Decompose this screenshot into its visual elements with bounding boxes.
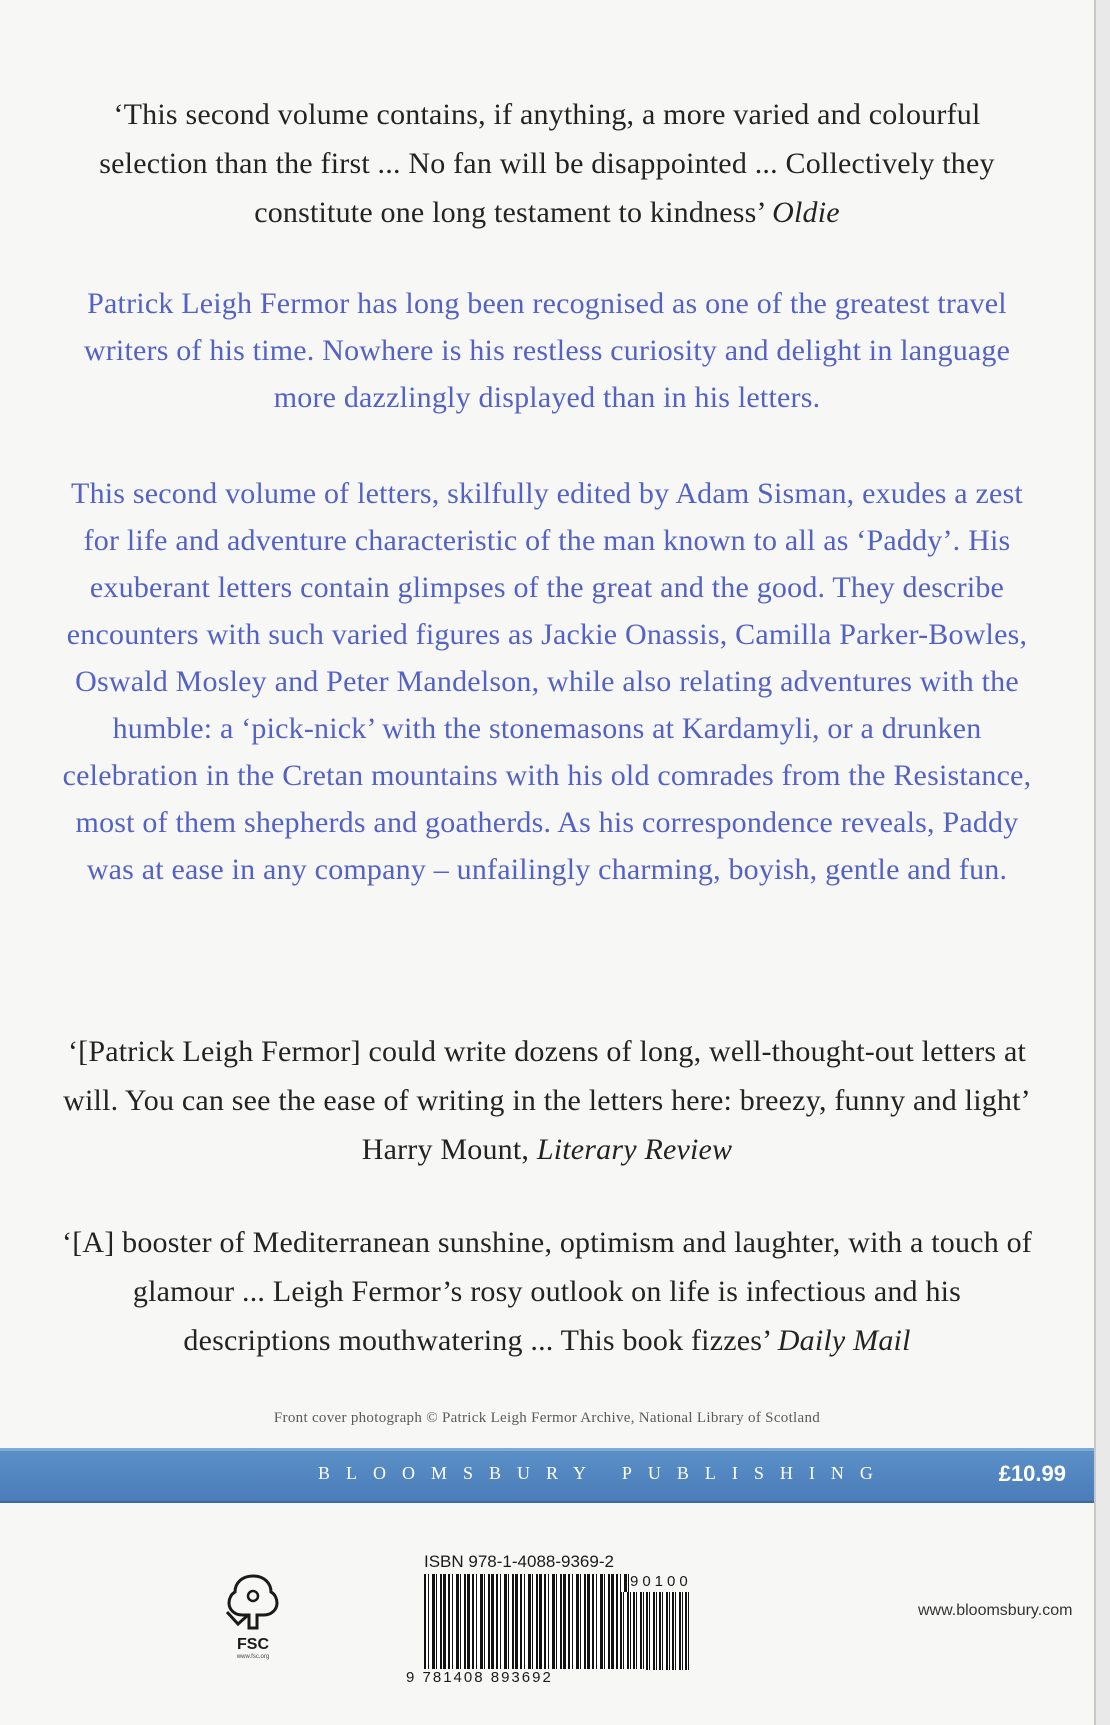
barcode-addon [620, 1592, 690, 1670]
publisher-website[interactable]: www.bloomsbury.com [918, 1602, 1073, 1619]
book-spine-edge [1094, 0, 1110, 1725]
barcode-digits: 9 781408 893692 [406, 1669, 646, 1686]
isbn-number: ISBN 978-1-4088-9369-2 [424, 1552, 614, 1571]
publisher-name: BLOOMSBURY PUBLISHING [318, 1463, 889, 1483]
fsc-tree-icon [225, 1572, 281, 1634]
quote-daily-mail-source: Daily Mail [777, 1324, 911, 1357]
fsc-url: www.fsc.org [236, 1654, 270, 1660]
quote-literary-review-author: Harry Mount, [361, 1133, 530, 1166]
barcode-addon-digits: 90100 [630, 1573, 692, 1590]
description-paragraph-1: Patrick Leigh Fermor has long been recognised as one of the greatest travel writers of his time. Nowhere is his restless curiosity and delight in language more dazzlingly displayed than in his letters. [83, 287, 1011, 414]
fsc-label: FSC [237, 1636, 269, 1653]
cover-photo-credit: Front cover photograph © Patrick Leigh Fermor Archive, National Library of Scotland [273, 1410, 821, 1426]
quote-daily-mail-text: ‘[A] booster of Mediterranean sunshine, optimism and laughter, with a touch of glamour ... Leigh Fermor’s rosy outlook on life is infectious and his descriptions mouthwatering ... This book fizzes’ [62, 1226, 1032, 1357]
quote-oldie [60, 90, 1034, 237]
quote-literary-review [60, 1027, 1034, 1174]
publisher-band [0, 1448, 1094, 1503]
quote-oldie-text: ‘This second volume contains, if anything, a more varied and colourful selection than the first ... No fan will be disappointed ... Collectively they constitute one long testament to kindness’ [99, 98, 995, 229]
description-paragraph-2: This second volume of letters, skilfully edited by Adam Sisman, exudes a zest for life and adventure characteristic of the man known to all as ‘Paddy’. His exuberant letters contain glimpses of the great and the good. They describe encounters with such varied figures as Jackie Onassis, Camilla Parker-Bowles, Oswald Mosley and Peter Mandelson, while also relating adventures with the humble: a ‘pick-nick’ with the stonemasons at Kardamyli, or a drunken celebration in the Cretan mountains with his old comrades from the Resistance, most of them shepherds and goatherds. As his correspondence reveals, Paddy was at ease in any company – unfailingly charming, boyish, gentle and fun. [62, 477, 1032, 886]
quote-literary-review-source: Literary Review [536, 1133, 733, 1166]
barcode-main [424, 1574, 632, 1670]
quote-oldie-source: Oldie [772, 196, 840, 229]
quote-literary-review-text: ‘[Patrick Leigh Fermor] could write dozens of long, well-thought-out letters at will. You can see the ease of writing in the letters here: breezy, funny and light’ [63, 1035, 1031, 1117]
price-label: £10.99 [998, 1461, 1066, 1486]
quote-daily-mail [60, 1218, 1034, 1365]
fsc-logo [218, 1572, 288, 1676]
